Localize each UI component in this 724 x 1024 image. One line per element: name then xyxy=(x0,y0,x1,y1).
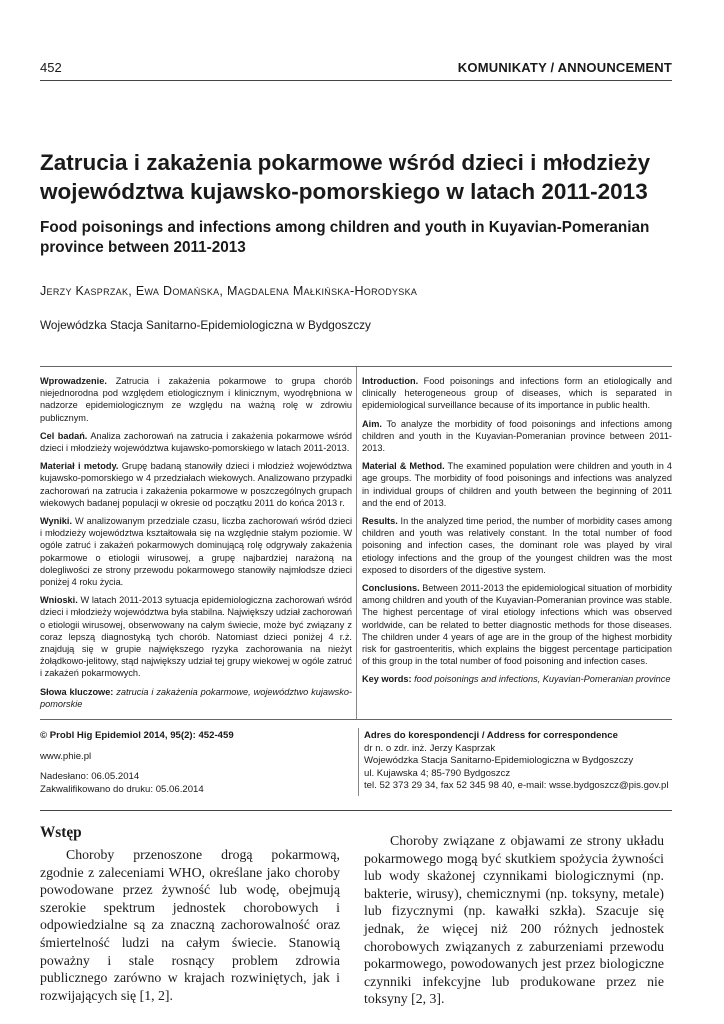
abstract-label: Aim. xyxy=(362,418,382,429)
abstract-label: Material & Method. xyxy=(362,461,445,472)
abstract-paragraph xyxy=(40,430,352,454)
page-number: 452 xyxy=(40,60,62,75)
abstract-text: Zatrucia i zakażenia pokarmowe to grupa chorób niejednorodna pod względem etiologicznym i klinicznym, wyodrębniona w nadzorze epidemiologicznym ze względu na ważną rolę w zdrowiu publicznym. xyxy=(40,376,352,423)
abstract-text: Between 2011-2013 the epidemiological situation of morbidity among children and youth of the Kuyavian-Pomeranian province was stable. The highest percentage of viral etiology infections which was observed worldwide, can be related to better diagnostic methods for those diseases. The children under 4 years of age are in the group of the highest morbidity risk for gastroenteritis, which explains the biggest percentage participation of this group in the total number of food poisoning and infection cases. xyxy=(362,583,673,667)
keywords-text: food poisonings and infections, Kuyavian-Pomeranian province xyxy=(414,674,671,685)
abstract-polish xyxy=(40,375,352,716)
abstract-paragraph xyxy=(362,582,672,667)
abstract-label: Cel badań. xyxy=(40,430,88,441)
keywords-text: zatrucia i zakażenia pokarmowe, województwo kujawsko-pomorskie xyxy=(40,686,352,709)
abstract-label: Wprowadzenie. xyxy=(40,376,107,386)
correspondence-contact: tel. 52 373 29 34, fax 52 345 98 40, e-mail: wsse.bydgoszcz@pis.gov.pl xyxy=(364,780,669,791)
abstract-paragraph xyxy=(40,460,352,509)
citation-block xyxy=(40,730,340,796)
abstract-text: In the analyzed time period, the number of morbidity cases among children and youth was relatively constant. In the total number of food poisoning and infection cases, the dominant role was played by viral etiology infections and the group of the youngest children was the most exposed to disorders of the digestive system. xyxy=(362,516,672,575)
journal-website-link[interactable]: www.phie.pl xyxy=(40,750,92,762)
article-title-english: Food poisonings and infections among children and youth in Kuyavian-Pomeranian province between 2011-2013 xyxy=(40,219,650,256)
abstract-label: Conclusions. xyxy=(362,583,420,594)
abstract-paragraph xyxy=(40,375,352,424)
body-paragraph-left: Choroby przenoszone drogą pokarmową, zgodnie z zaleceniami WHO, określane jako choroby powodowane przez żywność lub wodę, obejmują szerokie spektrum jednostek chorobowych i odpowiedzialne są za znaczną zachorowalność oraz śmiertelność ludzi na całym świecie. Stanowią poważny i stale rosnący problem zdrowia publicznego zarówno w krajach rozwiniętych, jak i rozwijających się [1, 2]. xyxy=(40,847,340,1003)
accepted-date: Zakwalifikowano do druku: 05.06.2014 xyxy=(40,783,204,795)
correspondence-block xyxy=(364,730,674,793)
header-divider xyxy=(40,80,672,81)
keywords-polish xyxy=(40,686,352,710)
abstract-paragraph xyxy=(362,375,672,412)
received-date: Nadesłano: 06.05.2014 xyxy=(40,771,140,782)
abstract-label: Materiał i metody. xyxy=(40,461,119,472)
journal-citation: © Probl Hig Epidemiol 2014, 95(2): 452-459 xyxy=(40,730,234,741)
article-title-polish: Zatrucia i zakażenia pokarmowe wśród dzieci i młodzieży województwa kujawsko-pomorskiego w latach 2011-2013 xyxy=(40,150,651,204)
abstract-text: Grupę badaną stanowiły dzieci i młodzież województwa kujawsko-pomorskiego w 4 przedziałach wiekowych. Analizowano przypadki zachorowań na zatrucia i zakażenia pokarmowe w poszczególnych grupach wiekowych badanej populacji w okresie od początku 2011 do końca 2013 r. xyxy=(40,461,352,508)
abstract-label: Wyniki. xyxy=(40,516,72,527)
keywords-label: Key words: xyxy=(362,674,412,685)
abstract-label: Results. xyxy=(362,516,398,527)
author-list: Jerzy Kasprzak, Ewa Domańska, Magdalena Małkińska-Horodyska xyxy=(40,284,418,298)
abstract-text: To analyze the morbidity of food poisonings and infections among children and youth in the Kuyavian-Pomeranian province between 2011-2013. xyxy=(362,418,672,454)
abstract-text: W analizowanym przedziale czasu, liczba zachorowań wśród dzieci i młodzieży województwa kształtowała się na względnie stałym poziomie. W ogóle zatruć i zakażeń pokarmowych dominującą rolę odgrywały zakażenia pokarmowe o etiologii wirusowej, a grupę najbardziej narażoną na dolegliwości ze strony przewodu pokarmowego stanowiły najmłodsze dzieci poniżej 4 roku życia. xyxy=(40,516,352,588)
abstract-label: Introduction. xyxy=(362,376,419,386)
abstract-paragraph xyxy=(362,515,672,576)
abstract-text: W latach 2011-2013 sytuacja epidemiologiczna zachorowań wśród dzieci i młodzieży województwa była stabilna. Największy udział zachorowań o etiologii wirusowej, obserwowany na całym świecie, może być związany z coraz lepszą diagnostyką tych chorób. Natomiast dzieci poniżej 4 r.ż. znajdują się w grupie największego ryzyka zachorowania na nieżyt żołądkowo-jelitowy, stąd największy udział tej grupy wiekowej w ogóle zatruć i zakażeń pokarmowych. xyxy=(40,595,353,679)
correspondence-name: dr n. o zdr. inż. Jerzy Kasprzak xyxy=(364,742,496,754)
abstract-paragraph xyxy=(40,594,352,679)
author-affiliation: Wojewódzka Stacja Sanitarno-Epidemiologiczna w Bydgoszczy xyxy=(40,318,371,332)
abstract-text: The examined population were children and youth in 4 age groups. The morbidity of food poisonings and infections was analyzed in individual groups of children and youth between the beginning of 2011 and the end of 2013. xyxy=(362,461,672,508)
abstract-paragraph xyxy=(40,515,352,588)
abstract-label: Wnioski. xyxy=(40,595,78,606)
abstract-text: Food poisonings and infections form an etiologically and clinically heterogeneous group of diseases, which is separated in epidemiological surveillance because of its importance in public health. xyxy=(362,376,672,411)
keywords-english xyxy=(362,673,672,685)
body-divider xyxy=(40,810,672,811)
abstract-column-divider xyxy=(356,367,357,719)
abstract-box xyxy=(40,366,672,720)
abstract-text: Analiza zachorowań na zatrucia i zakażenia pokarmowe wśród dzieci i młodzieży województwa kujawsko-pomorskiego w latach 2011-2013. xyxy=(40,430,352,454)
meta-column-divider xyxy=(358,728,359,796)
abstract-paragraph xyxy=(362,418,672,455)
keywords-label: Słowa kluczowe: xyxy=(40,686,114,697)
abstract-paragraph xyxy=(362,460,672,509)
correspondence-heading: Adres do korespondencji / Address for correspondence xyxy=(364,730,618,741)
correspondence-street: ul. Kujawska 4; 85-790 Bydgoszcz xyxy=(364,767,511,779)
abstract-english xyxy=(362,375,672,692)
running-head: KOMUNIKATY / ANNOUNCEMENT xyxy=(457,60,672,75)
correspondence-institution: Wojewódzka Stacja Sanitarno-Epidemiologiczna w Bydgoszczy xyxy=(364,755,634,766)
section-heading: Wstęp xyxy=(40,824,82,841)
body-paragraph-right: Choroby związane z objawami ze strony układu pokarmowego mogą być skutkiem spożycia żywności lub wody skażonej czynnikami biologicznymi (np. bakterie, wirusy), chemicznymi (np. toksyny, metale) lub fizycznymi (np. kawałki szkła). Szacuje się jednak, że więcej niż 200 różnych jednostek chorobowych związanych z zaburzeniami przewodu pokarmowego, powodowanych jest przez biologiczne czynniki infekcyjne lub produkowane przez nie toksyny [2, 3]. xyxy=(364,833,664,1007)
